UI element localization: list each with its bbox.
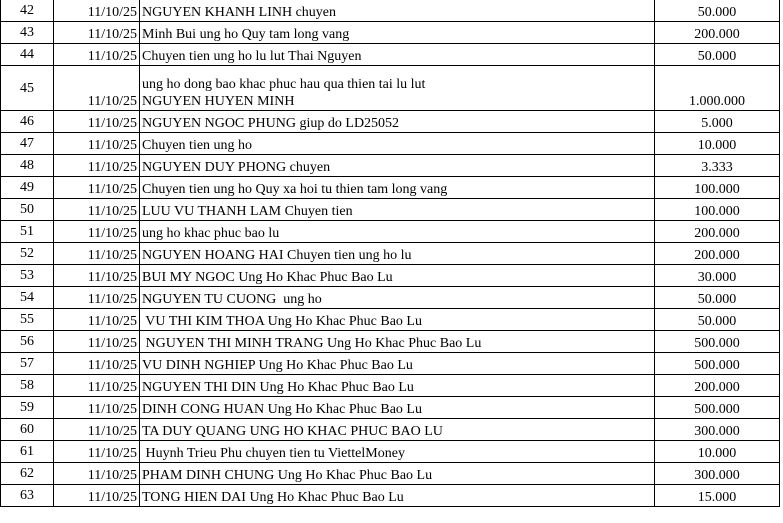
row-description: NGUYEN DUY PHONG chuyen	[140, 155, 655, 177]
table-row	[1, 375, 780, 397]
row-amount: 100.000	[655, 177, 780, 199]
table-row	[1, 0, 780, 22]
row-amount: 500.000	[655, 353, 780, 375]
row-number: 62	[1, 463, 54, 485]
row-amount: 1.000.000	[655, 66, 780, 111]
row-number: 52	[1, 243, 54, 265]
row-date: 11/10/25	[54, 0, 140, 22]
row-date: 11/10/25	[54, 44, 140, 66]
row-number: 45	[1, 66, 54, 111]
table-row	[1, 331, 780, 353]
row-description: Minh Bui ung ho Quy tam long vang	[140, 22, 655, 44]
row-number: 56	[1, 331, 54, 353]
donation-table-body	[1, 0, 780, 507]
row-date: 11/10/25	[54, 331, 140, 353]
row-date: 11/10/25	[54, 419, 140, 441]
row-date: 11/10/25	[54, 485, 140, 507]
row-description: NGUYEN THI MINH TRANG Ung Ho Khac Phuc Bao Lu	[140, 331, 655, 353]
row-amount: 200.000	[655, 243, 780, 265]
row-date: 11/10/25	[54, 243, 140, 265]
row-date: 11/10/25	[54, 133, 140, 155]
row-description: Huynh Trieu Phu chuyen tien tu ViettelMoney	[140, 441, 655, 463]
row-number: 44	[1, 44, 54, 66]
row-date: 11/10/25	[54, 441, 140, 463]
row-number: 42	[1, 0, 54, 22]
row-date: 11/10/25	[54, 155, 140, 177]
row-description: LUU VU THANH LAM Chuyen tien	[140, 199, 655, 221]
row-description: Chuyen tien ung ho lu lut Thai Nguyen	[140, 44, 655, 66]
row-number: 51	[1, 221, 54, 243]
row-amount: 200.000	[655, 22, 780, 44]
table-row	[1, 419, 780, 441]
table-row	[1, 353, 780, 375]
row-amount: 200.000	[655, 375, 780, 397]
row-date: 11/10/25	[54, 22, 140, 44]
row-amount: 500.000	[655, 331, 780, 353]
row-amount: 300.000	[655, 419, 780, 441]
row-date: 11/10/25	[54, 199, 140, 221]
row-description: NGUYEN THI DIN Ung Ho Khac Phuc Bao Lu	[140, 375, 655, 397]
row-number: 57	[1, 353, 54, 375]
table-row	[1, 243, 780, 265]
row-amount: 50.000	[655, 44, 780, 66]
row-description: NGUYEN HOANG HAI Chuyen tien ung ho lu	[140, 243, 655, 265]
row-amount: 10.000	[655, 441, 780, 463]
row-amount: 3.333	[655, 155, 780, 177]
row-number: 53	[1, 265, 54, 287]
row-amount: 50.000	[655, 309, 780, 331]
row-date: 11/10/25	[54, 111, 140, 133]
row-amount: 50.000	[655, 0, 780, 22]
row-number: 61	[1, 441, 54, 463]
table-row	[1, 463, 780, 485]
row-number: 60	[1, 419, 54, 441]
row-number: 46	[1, 111, 54, 133]
row-amount: 50.000	[655, 287, 780, 309]
row-description: TA DUY QUANG UNG HO KHAC PHUC BAO LU	[140, 419, 655, 441]
table-row	[1, 441, 780, 463]
row-number: 55	[1, 309, 54, 331]
table-row	[1, 133, 780, 155]
row-number: 49	[1, 177, 54, 199]
row-description: NGUYEN NGOC PHUNG giup do LD25052	[140, 111, 655, 133]
row-description: NGUYEN KHANH LINH chuyen	[140, 0, 655, 22]
row-date: 11/10/25	[54, 375, 140, 397]
row-description: VU DINH NGHIEP Ung Ho Khac Phuc Bao Lu	[140, 353, 655, 375]
row-amount: 15.000	[655, 485, 780, 507]
row-number: 54	[1, 287, 54, 309]
table-row	[1, 265, 780, 287]
row-number: 48	[1, 155, 54, 177]
row-description: ung ho khac phuc bao lu	[140, 221, 655, 243]
row-date: 11/10/25	[54, 353, 140, 375]
row-date: 11/10/25	[54, 463, 140, 485]
row-date: 11/10/25	[54, 309, 140, 331]
table-row	[1, 44, 780, 66]
table-row	[1, 177, 780, 199]
row-number: 63	[1, 485, 54, 507]
row-number: 58	[1, 375, 54, 397]
row-date: 11/10/25	[54, 177, 140, 199]
row-amount: 500.000	[655, 397, 780, 419]
row-number: 47	[1, 133, 54, 155]
table-row	[1, 397, 780, 419]
row-description: TONG HIEN DAI Ung Ho Khac Phuc Bao Lu	[140, 485, 655, 507]
table-row	[1, 22, 780, 44]
row-date: 11/10/25	[54, 66, 140, 111]
table-row	[1, 309, 780, 331]
row-description: VU THI KIM THOA Ung Ho Khac Phuc Bao Lu	[140, 309, 655, 331]
row-number: 43	[1, 22, 54, 44]
row-description: PHAM DINH CHUNG Ung Ho Khac Phuc Bao Lu	[140, 463, 655, 485]
row-description-line: NGUYEN HUYEN MINH	[142, 94, 295, 109]
row-description-line: ung ho dong bao khac phuc hau qua thien tai lu lut	[142, 77, 426, 92]
row-description	[140, 66, 655, 111]
row-date: 11/10/25	[54, 221, 140, 243]
row-amount: 100.000	[655, 199, 780, 221]
row-date: 11/10/25	[54, 397, 140, 419]
row-date: 11/10/25	[54, 265, 140, 287]
row-amount: 300.000	[655, 463, 780, 485]
row-description: DINH CONG HUAN Ung Ho Khac Phuc Bao Lu	[140, 397, 655, 419]
table-row	[1, 66, 780, 111]
table-row	[1, 485, 780, 507]
row-description: NGUYEN TU CUONG ung ho	[140, 287, 655, 309]
row-number: 59	[1, 397, 54, 419]
row-description: Chuyen tien ung ho	[140, 133, 655, 155]
table-row	[1, 287, 780, 309]
row-amount: 5.000	[655, 111, 780, 133]
row-date: 11/10/25	[54, 287, 140, 309]
table-row	[1, 199, 780, 221]
row-amount: 10.000	[655, 133, 780, 155]
row-amount: 200.000	[655, 221, 780, 243]
row-number: 50	[1, 199, 54, 221]
row-description: BUI MY NGOC Ung Ho Khac Phuc Bao Lu	[140, 265, 655, 287]
row-amount: 30.000	[655, 265, 780, 287]
row-description: Chuyen tien ung ho Quy xa hoi tu thien tam long vang	[140, 177, 655, 199]
table-row	[1, 221, 780, 243]
table-row	[1, 111, 780, 133]
table-row	[1, 155, 780, 177]
